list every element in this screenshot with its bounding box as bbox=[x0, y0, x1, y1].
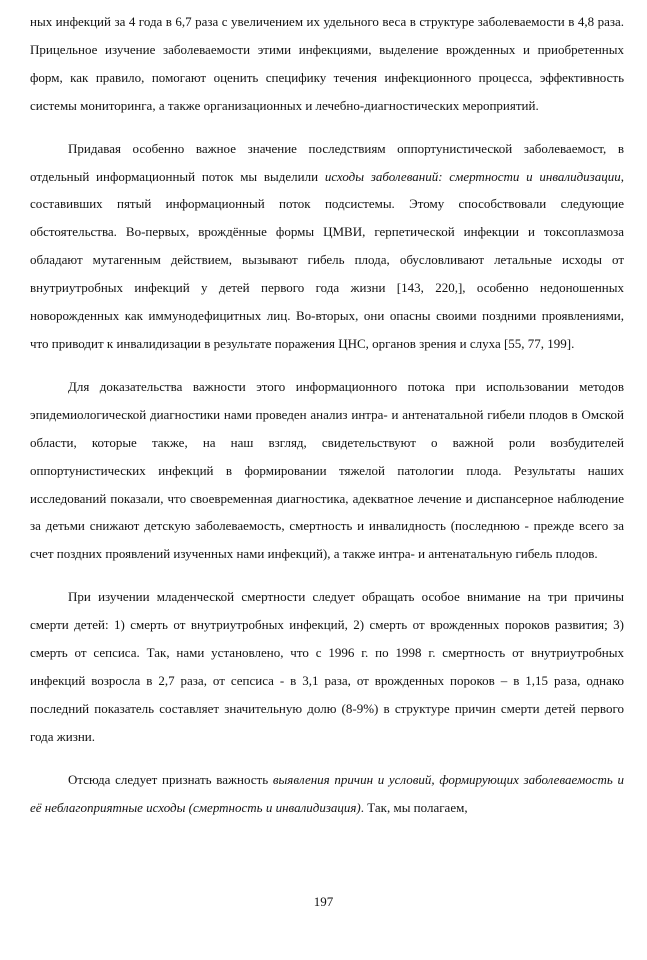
paragraph-5-text-a: Отсюда следует признать важность bbox=[68, 771, 273, 787]
paragraph-4-text: При изучении младенческой смертности следует обращать особое внимание на три причины смерти детей: 1) смерть от внутриутробных инфекций, 2) смерть от врожденных пороков развития; 3) смерть от сепсиса. Так, нами установлено, что с 1996 г. по 1998 г. смертность от внутриутробных инфекций возросла в 2,7 раза, от сепсиса - в 3,1 раза, от врожденных пороков – в 1,15 раза, однако последний показатель составляет значительную долю (8-9%) в структуре причин смерти детей первого года жизни. bbox=[30, 589, 624, 744]
page-number: 197 bbox=[313, 894, 334, 909]
paragraph-5-text-b: . Так, мы полагаем, bbox=[360, 799, 468, 815]
paragraph-1-text: ных инфекций за 4 года в 6,7 раза с увеличением их удельного веса в структуре заболеваемости в 4,8 раза. Прицельное изучение заболеваемости этими инфекциями, выделение врожденных и приобретенных форм, как правило, помогают оценить специфику течения инфекционного процесса, эффективность системы мониторинга, а также организационных и лечебно-диагностических мероприятий. bbox=[30, 14, 624, 113]
paragraph-2-text-b: , составивших пятый информационный поток подсистемы. Этому способствовали следующие обстоятельства. Во-первых, врождённые формы ЦМВИ, герпетической инфекции и токсоплазмоза обладают мутагенным действием, вызывают гибель плода, обусловливают летальные исходы от внутриутробных инфекций у детей первого года жизни [143, 220,], особенно недоношенных новорожденных как иммунодефицитных лиц. Во-вторых, они опасны своими поздними проявлениями, что приводит к инвалидизации в результате поражения ЦНС, органов зрения и слуха [55, 77, 199]. bbox=[30, 168, 624, 351]
document-page bbox=[30, 8, 624, 821]
paragraph-5 bbox=[30, 766, 624, 822]
paragraph-5-italic-phrase: выявления причин и условий, формирующих заболеваемость и её неблагоприятные исходы (смертность и инвалидизация) bbox=[30, 771, 624, 815]
paragraph-1 bbox=[30, 8, 624, 120]
paragraph-3-text: Для доказательства важности этого информационного потока при использовании методов эпидемиологической диагностики нами проведен анализ интра- и антенатальной гибели плодов в Омской области, которые также, на наш взгляд, свидетельствуют о важной роли возбудителей оппортунистических инфекций в формировании тяжелой патологии плода. Результаты наших исследований показали, что своевременная диагностика, адекватное лечение и диспансерное наблюдение за детьми снижают детскую заболеваемость, смертность и инвалидность (последнюю - прежде всего за счет поздних проявлений изученных нами инфекций), а также интра- и антенатальную гибель плодов. bbox=[30, 378, 624, 562]
paragraph-2-text-a: Придавая особенно важное значение последствиям оппортунистической заболеваемост, в отдельный информационный поток мы выделили bbox=[30, 140, 624, 184]
paragraph-4 bbox=[30, 583, 624, 750]
paragraph-3 bbox=[30, 373, 624, 568]
paragraph-2-italic-phrase: исходы заболеваний: смертности и инвалидизации bbox=[324, 168, 621, 184]
paragraph-2 bbox=[30, 135, 624, 358]
